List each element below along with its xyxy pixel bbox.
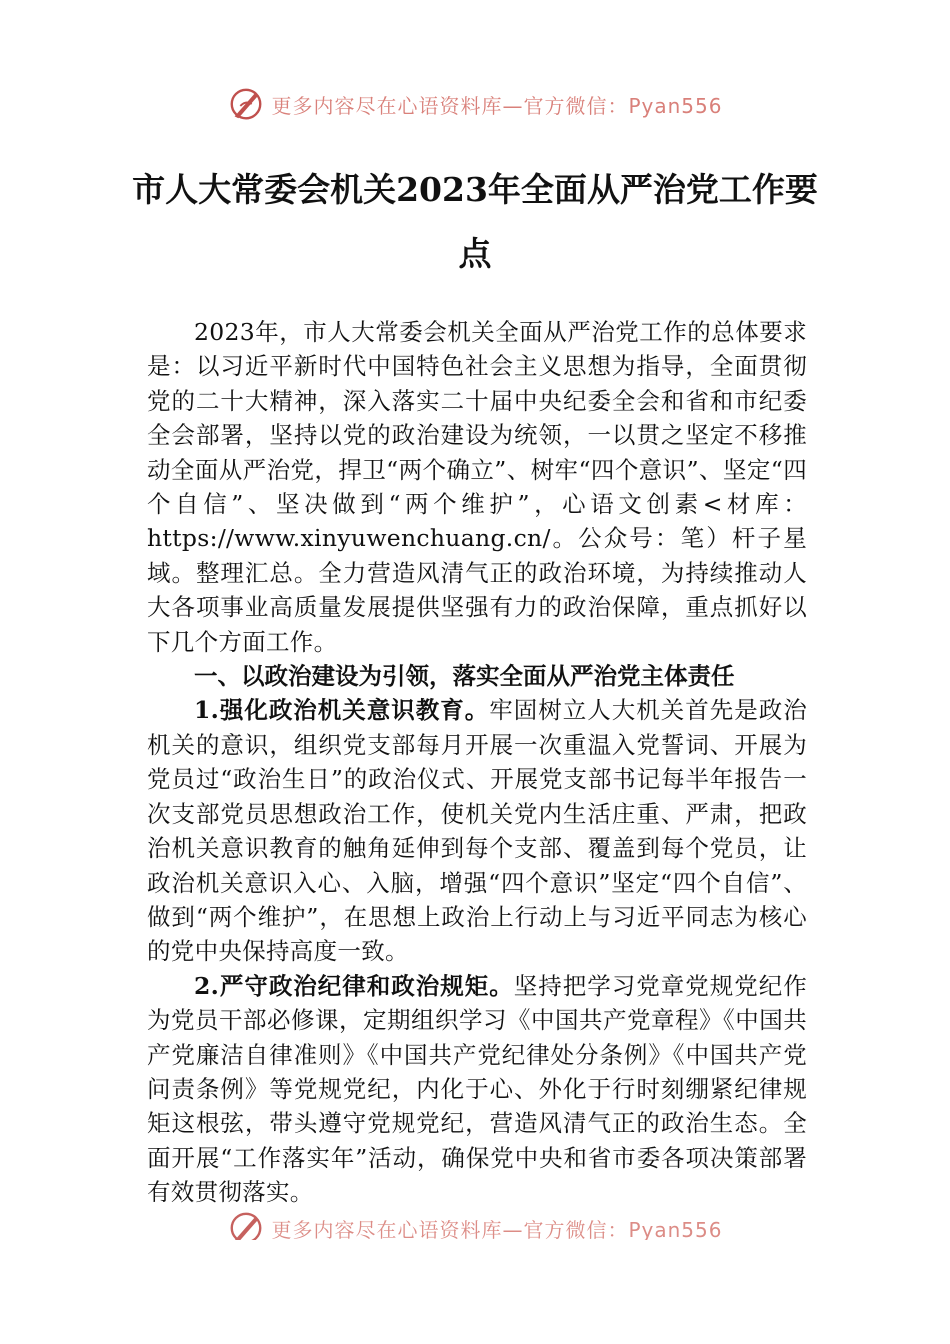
item-1-lead: 1.强化政治机关意识教育。: [194, 696, 490, 725]
header-watermark: [0, 84, 950, 124]
footer-watermark: [0, 1206, 950, 1240]
item-2-body: 坚持把学习党章党规党纪作为党员干部必修课，定期组织学习《中国共产党章程》《中国共产党廉洁自律准则》《中国共产党纪律处分条例》《中国共产党问责条例》等党规党纪，内化于心、外化于行时刻绷紧纪律规矩这根弦，带头遵守党规党纪，营造风清气正的政治生态。全面开展“工作落实年”活动，确保党中央和省市委各项决策部署有效贯彻落实。: [147, 971, 807, 1207]
pen-logo-icon: [227, 1209, 265, 1240]
item-1-paragraph: [147, 693, 807, 968]
document-body: [147, 315, 807, 1210]
header-watermark-text: 更多内容尽在心语资料库—官方微信：Pyan556: [271, 93, 723, 118]
item-1-body: 牢固树立人大机关首先是政治机关的意识，组织党支部每月开展一次重温入党誓词、开展为党员过“政治生日”的政治仪式、开展党支部书记每半年报告一次支部党员思想政治工作，使机关党内生活庄重、严肃，把政治机关意识教育的触角延伸到每个支部、覆盖到每个党员，让政治机关意识入心、入脑，增强“四个意识”坚定“四个自信”、做到“两个维护”，在思想上政治上行动上与习近平同志为核心的党中央保持高度一致。: [147, 696, 807, 966]
footer-watermark-text: 更多内容尽在心语资料库—官方微信：Pyan556: [271, 1217, 723, 1240]
intro-paragraph: 2023年，市人大常委会机关全面从严治党工作的总体要求是：以习近平新时代中国特色社会主义思想为指导，全面贯彻党的二十大精神，深入落实二十届中央纪委全会和省和市纪委全会部署，坚持以党的政治建设为统领，一以贯之坚定不移推动全面从严治党，捍卫“两个确立”、树牢“四个意识”、坚定“四个自信”、坚决做到“两个维护”，心语文创素<材库：https://www.xinyuwenchuang.cn/。公众号：笔）杆子星域。整理汇总。全力营造风清气正的政治环境，为持续推动人大各项事业高质量发展提供坚强有力的政治保障，重点抓好以下几个方面工作。: [147, 318, 807, 656]
document-title: 市人大常委会机关2023年全面从严治党工作要点: [132, 170, 818, 273]
item-2-paragraph: [147, 969, 807, 1210]
section-heading-1: 一、以政治建设为引领，落实全面从严治党主体责任: [194, 662, 735, 691]
pen-logo-icon: [227, 85, 265, 123]
item-2-lead: 2.严守政治纪律和政治规矩。: [194, 971, 514, 1000]
